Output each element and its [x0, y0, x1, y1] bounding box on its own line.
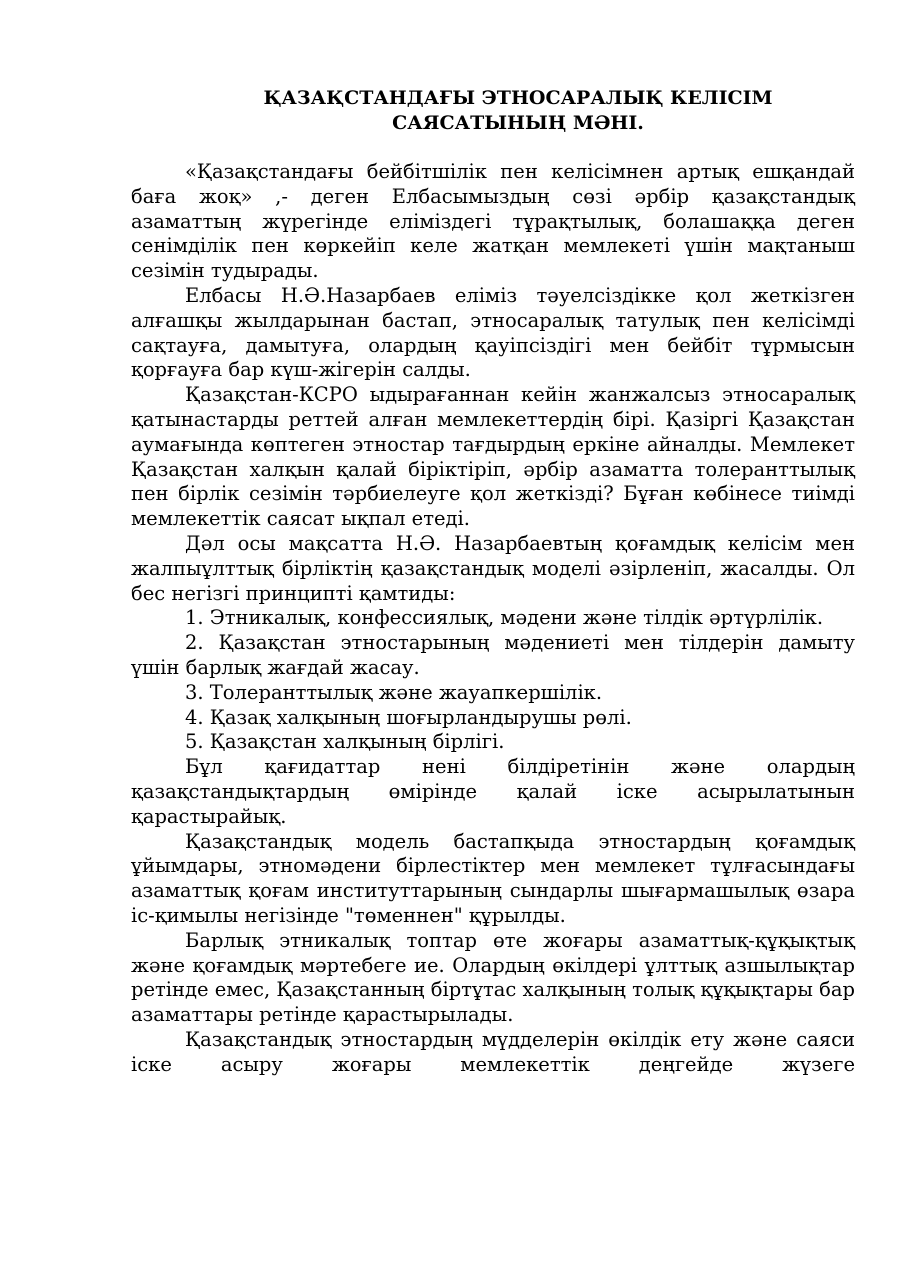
paragraph-principles-meaning: Бұл қағидаттар нені білдіретінін және олардың қазақстандықтардың өмірінде қалай іске асырылатынын қарастырайық.	[131, 755, 855, 828]
document-title	[131, 86, 855, 136]
list-item-principle-4: 4. Қазақ халқының шоғырландырушы рөлі.	[185, 705, 632, 729]
list-item-principle-1: 1. Этникалық, конфессиялық, мәдени және тілдік әртүрлілік.	[185, 606, 824, 630]
paragraph-ethnic-groups-status: Барлық этникалық топтар өте жоғары азаматтық-құқықтық және қоғамдық мәртебеге ие. Олардың өкілдері ұлттық азшылықтар ретінде емес, Қазақстанның біртұтас халқының толық құқықтары бар азаматтары ретінде қарастырылады.	[131, 928, 855, 1027]
list-item-principle-5: 5. Қазақстан халқының бірлігі.	[185, 730, 505, 754]
paragraph-intro-quote: «Қазақстандағы бейбітшілік пен келісімнен артық ешқандай баға жоқ» ,- деген Елбасымыздың сөзі әрбір қазақстандық азаматтың жүрегінде елімiздегі тұрақтылық, болашаққа деген сенімділік пен көркейіп келе жатқан мемлекеті үшін мақтаныш сезімін тудырады.	[131, 160, 855, 283]
paragraph-post-ussr: Қазақстан-КСРО ыдырағаннан кейін жанжалсыз этносаралық қатынастарды реттей алған мемлекеттердің бірі. Қазіргі Қазақстан аумағында көптеген этностар тағдырдың еркіне айналды. Мемлекет Қазақстан халқын қалай біріктіріп, әрбір азаматта толеранттылық пен бірлік сезімін тәрбиелеуге қол жеткізді? Бұған көбінесе тиімді мемлекеттік саясат ықпал етеді.	[131, 383, 855, 531]
title-line-1: ҚАЗАҚСТАНДАҒЫ ЭТНОСАРАЛЫҚ КЕЛІСІМ	[263, 87, 773, 109]
list-item-principle-3: 3. Толеранттылық және жауапкершілік.	[185, 680, 603, 704]
title-line-2: САЯСАТЫНЫҢ МӘНІ.	[392, 112, 644, 134]
paragraph-representation: Қазақстандық этностардың мүдделерін өкілдік ету және саяси іске асыру жоғары мемлекеттік деңгейде жүзеге	[131, 1027, 855, 1076]
paragraph-model-principles: Дәл осы мақсатта Н.Ә. Назарбаевтың қоғамдық келісім мен жалпыұлттық бірліктің қазақстандық моделі әзірленіп, жасалды. Ол бес негізгі принципті қамтиды:	[131, 531, 855, 605]
paragraph-elbasy-efforts: Елбасы Н.Ә.Назарбаев еліміз тәуелсіздікке қол жеткізген алғашқы жылдарынан бастап, этносаралық татулық пен келісімді сақтауға, дамытуға, олардың қауіпсіздігі мен бейбіт тұрмысын қорғауға бар күш-жігерін салды.	[131, 283, 855, 382]
list-item-principle-2: 2. Қазақстан этностарының мәдениеті мен тілдерін дамыту үшін барлық жағдай жасау.	[131, 631, 855, 679]
document-page	[131, 86, 855, 1077]
paragraph-bottom-up-model: Қазақстандық модель бастапқыда этностардың қоғамдық ұйымдары, этномәдени бірлестіктер мен мемлекет тұлғасындағы азаматтық қоғам институттарының сындарлы шығармашылық өзара іс-қимылы негізінде "төменнен" құрылды.	[131, 829, 855, 927]
